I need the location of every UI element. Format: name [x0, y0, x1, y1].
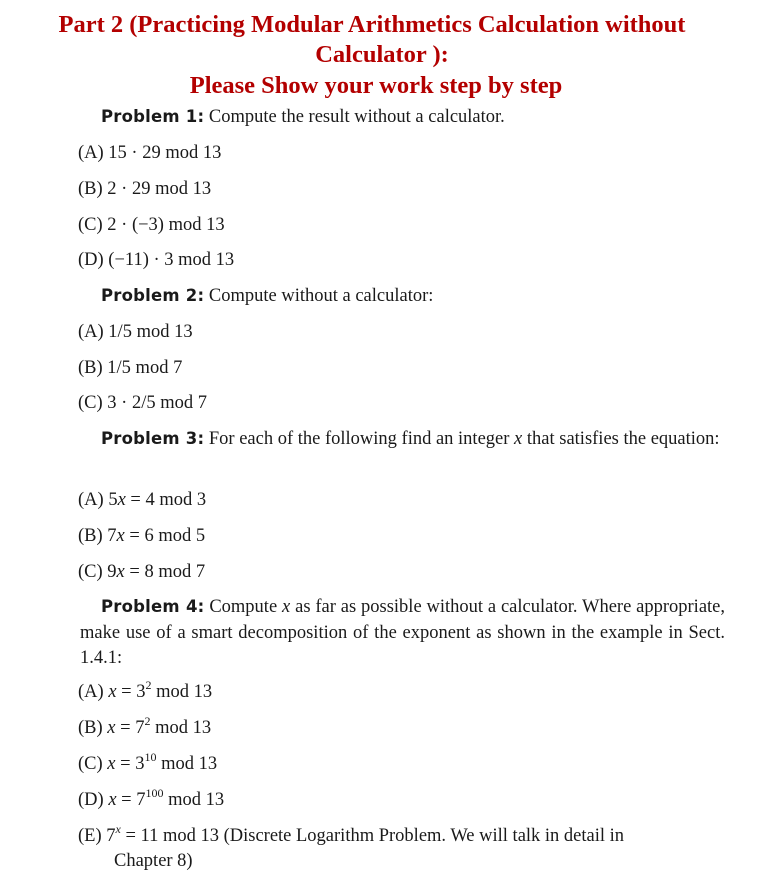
- problem-1-statement: [80, 104, 725, 131]
- problem-4-text-b: as far as possible without a calculator. Where appropriate, make use of a smart decomposition of the exponent as shown in the example in Sect. 1.4.1:: [80, 597, 726, 668]
- problem-3-statement: [80, 426, 725, 453]
- problem-3-var: x: [514, 429, 523, 449]
- problem-4-heading: Problem 4:: [101, 597, 205, 616]
- problem-1-item-a: (A) 15 · 29 mod 13: [78, 143, 222, 163]
- problem-3-text-a: For each of the following find an integer: [208, 429, 510, 449]
- problem-1-item-c: (C) 2 · (−3) mod 13: [78, 215, 225, 235]
- problem-1-item-b: (B) 2 · 29 mod 13: [78, 179, 212, 199]
- page-subtitle: Please Show your work step by step: [189, 72, 563, 99]
- problem-4-item-a: (A) $x = 3^2$ mod 13: [78, 678, 213, 702]
- problem-4-item-e-continued: Chapter 8): [114, 851, 193, 871]
- problem-2-text: Compute without a calculator:: [208, 286, 434, 306]
- problem-4-item-c: (C) $x = 3^{10}$ mod 13: [78, 750, 218, 774]
- page-title: Part 2 (Practicing Modular Arithmetics Calculation without: [58, 11, 686, 38]
- problem-2-heading: Problem 2:: [101, 286, 205, 305]
- problem-3-item-b: (B) 7x = 6 mod 5: [78, 526, 206, 546]
- problem-4-item-d: (D) $x = 7^{100}$ mod 13: [78, 786, 225, 810]
- problem-3-item-c: (C) 9x = 8 mod 7: [78, 562, 206, 582]
- problem-4-var: x: [282, 597, 291, 617]
- problem-2-item-b: (B) 1/5 mod 7: [78, 358, 183, 378]
- problem-1-heading: Problem 1:: [101, 107, 205, 126]
- problem-3-heading: Problem 3:: [101, 429, 205, 448]
- problem-4-statement: [80, 594, 725, 672]
- problem-4-item-b: (B) $x = 7^2$ mod 13: [78, 714, 212, 738]
- problem-4-text-a: Compute: [209, 597, 278, 617]
- problem-4-item-e: (E) 7$^x$ = 11 mod 13 (Discrete Logarithm Problem. We will talk in detail in Chapter 8): [78, 824, 726, 874]
- problem-3-text-b: that satisfies the equation:: [526, 429, 720, 449]
- problem-1-text: Compute the result without a calculator.: [208, 107, 505, 127]
- problem-2-item-a: (A) 1/5 mod 13: [78, 322, 193, 342]
- problem-2-item-c: (C) 3 · 2/5 mod 7: [78, 393, 207, 413]
- page-title-continued: Calculator ):: [315, 41, 449, 68]
- problem-1-item-d: (D) (−11) · 3 mod 13: [78, 250, 235, 270]
- problem-3-item-a: (A) 5x = 4 mod 3: [78, 490, 207, 510]
- problem-2-statement: [80, 283, 725, 310]
